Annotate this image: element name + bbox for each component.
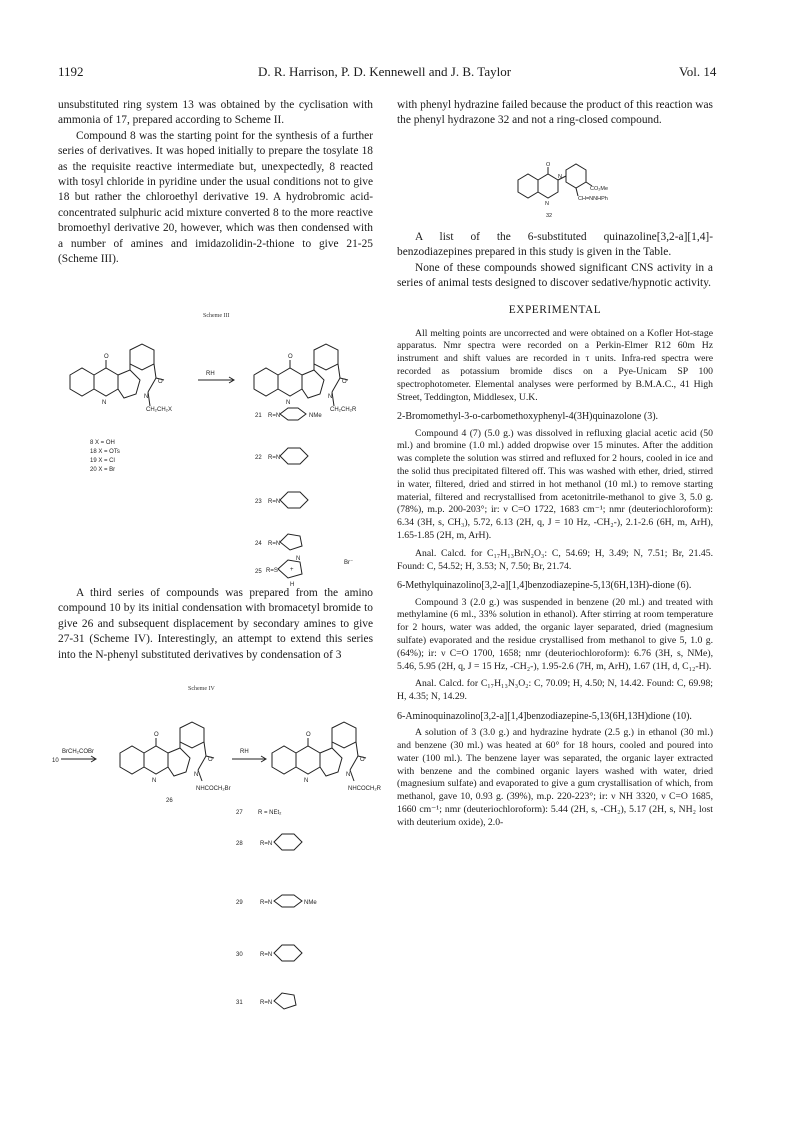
scheme-4-diagram <box>36 695 386 1015</box>
svg-text:O: O <box>360 757 365 763</box>
experimental-intro: All melting points are uncorrected and were obtained on a Kofler Hot-stage apparatus. Nmr spectra were recorded on a Perkin-Elmer R12 60m Hz instrument and shift values are recorded in τ units. Infra-red spectra were recorded as potassium bromide discs on a Pye-Unicam SP 100 spectrophotometer. Elemental analyses were performed by B.M.A.C., 41 High Street, Teddington, Middlesex, U.K. <box>397 327 713 403</box>
compound-number: 26 <box>166 798 173 804</box>
benzene-ring <box>314 344 338 370</box>
svg-text:N: N <box>296 556 301 562</box>
svg-text:N: N <box>558 174 562 180</box>
svg-text:+: + <box>290 567 294 573</box>
substituent-ch2ch2x: CH₂CH₂X <box>146 407 172 413</box>
right-column-lower <box>397 230 713 830</box>
benzene-ring <box>120 746 144 774</box>
svg-text:R=N: R=N <box>268 455 281 461</box>
benzene-ring <box>70 368 94 396</box>
pyrimidine-ring <box>296 746 320 774</box>
compound-10-procedure: A solution of 3 (3.0 g.) and hydrazine hydrate (2.5 g.) in ethanol (30 ml.) and benzene (30 ml.) was heated at 60° for 18 hours, cooled and poured into water (100 ml.). The benzene layer was separated, the organic layer extracted with benzene and the combined organic layers washed with water, dried (magnesium sulfate) and evaporated to give a gum crystallisation of which, from methanol, gave 10, 0.93 g. (39%), m.p. 220-223°; ir: ν NH 3320, ν C=O 1685, 1660 cm⁻¹; nmr (deuteriochloroform): 5.44 (2H, s, -CH₂), 5.17 (2H, s, NH₂ lost with deuterium oxide), 2.0- <box>397 727 713 828</box>
reagent-rh: RH <box>240 749 249 755</box>
benzene-ring <box>518 174 538 198</box>
svg-text:O: O <box>208 757 213 763</box>
diazepine-ring <box>118 370 140 398</box>
compound-6-procedure: Compound 3 (2.0 g.) was suspended in benzene (20 ml.) and treated with methylamine (6 ml., 33% solution in ethanol). After stirring at room temperature for 2 hours, water was added, the organic layer separated, dried (magnesium sulfate) evaporated and the residue crystallised from methanol to give 5, 1.0 g. (64%); ir: ν C=O 1700, 1658; nmr (deuteriochloroform): 6.76 (3H, s, NMe), 5.46, 5.95 (2H, q, J = 15 Hz, -CH₂-), 1.95-2.6 (7H, m, ArH), 1.67 (1H, d, C₁₂-H). <box>397 596 713 672</box>
svg-text:H: H <box>290 582 295 588</box>
left-paragraph-2: Compound 8 was the starting point for the synthesis of a further series of derivatives. It was hoped initially to prepare the tosylate 18 as the requisite reactive intermediate but, unexpectedly, 8 reacted with tosyl chloride in pyridine under the usual conditions not to give 18 but rather the chloroethyl derivative 19. A hydrobromic acid-concentrated sulphuric acid mixture converted 8 to the more reactive bromoethyl derivative 20, however, which was then condensed with a number of amines and imidazolidin-2-thione to give 21-25 (Scheme III). <box>58 129 373 266</box>
structure-32 <box>512 156 652 220</box>
benzene-ring <box>130 344 154 370</box>
legend-item: 18 X = OTs <box>90 449 120 455</box>
svg-text:R=N: R=N <box>260 952 273 958</box>
svg-text:R=N: R=N <box>260 900 273 906</box>
svg-text:NMe: NMe <box>304 900 317 906</box>
compound-number-32: 32 <box>546 213 553 219</box>
svg-text:O: O <box>342 379 347 385</box>
pyrrolidine-ring <box>274 993 296 1009</box>
compound-number: 22 <box>255 455 262 461</box>
compound-number: 30 <box>236 952 243 958</box>
right-paragraph-1: with phenyl hydrazine failed because the product of this reaction was the phenyl hydrazone 32 and not a ring-closed compound. <box>397 99 713 127</box>
svg-text:O: O <box>546 162 551 168</box>
benzene-ring <box>332 722 356 748</box>
right-paragraph-2: A list of the 6-substituted quinazoline[3,2-a][1,4]-benzodiazepines prepared in this study is given in the Table. <box>397 231 713 259</box>
compound-number: 23 <box>255 499 262 505</box>
morpholine-ring <box>274 945 302 961</box>
reagent-rh: RH <box>206 371 215 377</box>
diazepine-ring <box>320 748 342 776</box>
benzene-ring <box>254 368 278 396</box>
compound-number: 28 <box>236 841 243 847</box>
pyrimidine-ring <box>144 746 168 774</box>
benzene-ring <box>272 746 296 774</box>
diazepine-ring <box>302 370 324 398</box>
svg-text:O: O <box>306 732 311 738</box>
svg-text:O: O <box>288 354 293 360</box>
svg-text:R=N: R=N <box>260 841 273 847</box>
substituent-nhcoch2br: NHCOCH₂Br <box>196 786 231 792</box>
svg-text:N: N <box>194 772 199 778</box>
left-paragraph-3: A third series of compounds was prepared from the amino compound 10 by its initial condensation with bromacetyl bromide to give 26 and subsequent displacement by secondary amines to give 27-31 (Scheme IV). Interestingly, an attempt to extend this series into the N-phenyl substituted derivatives by condensation of 3 <box>58 587 373 661</box>
compound-number: 27 <box>236 810 243 816</box>
compound-6-analysis: Anal. Calcd. for C₁₇H₁₃N₃O₂: C, 70.09; H, 4.50; N, 14.42. Found: C, 69.98; H, 4.35; N, 14.29. <box>397 678 713 703</box>
svg-text:N: N <box>286 400 291 406</box>
pyrimidine-ring <box>94 368 118 396</box>
page-number: 1192 <box>58 64 84 79</box>
svg-text:R=N: R=N <box>260 1000 273 1006</box>
experimental-heading: EXPERIMENTAL <box>508 303 602 316</box>
compound-10-title: 6-Aminoquinazolino[3,2-a][1,4]benzodiazepine-5,13(6H,13H)dione (10). <box>397 710 692 722</box>
svg-text:R = NEt₂: R = NEt₂ <box>258 810 282 816</box>
svg-text:N: N <box>304 778 309 784</box>
substituent-ch2ch2r: CH₂CH₂R <box>330 407 357 413</box>
pyrimidine-ring <box>538 174 558 198</box>
piperazine-ring <box>280 408 306 420</box>
pyrrolidine-ring <box>280 534 302 550</box>
svg-text:N: N <box>545 201 549 207</box>
svg-text:CH=NNHPh: CH=NNHPh <box>578 196 608 202</box>
scheme-4-title: Scheme IV <box>188 686 215 692</box>
svg-text:N: N <box>102 400 107 406</box>
compound-3-title: 2-Bromomethyl-3-o-carbomethoxyphenyl-4(3H)quinazolone (3). <box>397 411 659 423</box>
legend-item: 8 X = OH <box>90 440 115 446</box>
morpholine-ring <box>280 492 308 508</box>
piperazine-ring <box>274 895 302 907</box>
compound-number: 31 <box>236 1000 243 1006</box>
svg-text:R=N: R=N <box>268 499 281 505</box>
svg-text:O: O <box>104 354 109 360</box>
svg-text:N: N <box>152 778 157 784</box>
compound-3-procedure: Compound 4 (7) (5.0 g.) was dissolved in refluxing glacial acetic acid (50 ml.) and bromine (1.0 ml.) added dropwise over 15 minutes. After the addition was complete the solution was stirred and refluxed for 2 hours, cooled in ice and the solid thus precipitated filtered off. This was washed with ether, dried, stirred in water, filtered, dried and stirred in hot methanol (10 ml.) to remove starting material, filtered and recrystallised from acetonitrile-methanol to give 3, 5.0 g. (78%), m.p. 200-203°; ir: ν C=O 1722, 1683 cm⁻¹; nmr (deuteriochloroform): 6.34 (3H, s, CH₃), 5.72, 6.13 (2H, q, J = 10 Hz, -CH₂-), 2.1-2.6 (6H, m, ArH), 1.65-1.85 (2H, m, ArH). <box>397 427 713 541</box>
benzene-ring <box>180 722 204 748</box>
svg-text:N: N <box>328 394 333 400</box>
svg-text:O: O <box>158 379 163 385</box>
pyrimidine-ring <box>278 368 302 396</box>
legend-item: 19 X = Cl <box>90 458 115 464</box>
starting-compound-number: 10 <box>52 758 59 764</box>
svg-text:R=N: R=N <box>268 413 281 419</box>
left-column-lower <box>58 586 373 663</box>
left-paragraph-1: unsubstituted ring system 13 was obtained by the cyclisation with ammonia of 17, prepared according to Scheme II. <box>58 99 373 127</box>
right-paragraph-3: None of these compounds showed significant CNS activity in a series of animal tests designed to discover sedative/hypnotic activity. <box>397 261 713 290</box>
volume-label: Vol. 14 <box>679 64 717 79</box>
right-column <box>397 98 713 129</box>
svg-text:O: O <box>154 732 159 738</box>
compound-number: 25 <box>255 569 262 575</box>
diazepine-ring <box>168 748 190 776</box>
compound-6-title: 6-Methylquinazolino[3,2-a][1,4]benzodiazepine-5,13(6H,13H)-dione (6). <box>397 580 692 592</box>
compound-3-analysis: Anal. Calcd. for C₁₇H₁₃BrN₂O₃: C, 54.69; H, 3.49; N, 7.51; Br, 21.45. Found: C, 54.52; H, 3.53; N, 7.50; Br, 21.74. <box>397 547 713 572</box>
piperidine-ring <box>280 448 308 464</box>
svg-text:CO₂Me: CO₂Me <box>590 186 609 192</box>
compound-number: 24 <box>255 541 262 547</box>
compound-number: 29 <box>236 900 243 906</box>
reagent-bromacetyl-bromide: BrCH₂COBr <box>62 749 94 755</box>
svg-text:N: N <box>346 772 351 778</box>
piperidine-ring <box>274 834 302 850</box>
running-header-authors: D. R. Harrison, P. D. Kennewell and J. B. Taylor <box>258 64 512 79</box>
left-column <box>58 98 373 267</box>
legend-item: 20 X = Br <box>90 467 116 473</box>
svg-text:R=N: R=N <box>268 541 281 547</box>
svg-text:N: N <box>144 394 149 400</box>
bromide-counterion: Br⁻ <box>344 560 354 566</box>
compound-number: 21 <box>255 413 262 419</box>
svg-text:NMe: NMe <box>309 413 322 419</box>
scheme-3-title: Scheme III <box>203 313 230 319</box>
scheme-3-diagram <box>58 320 378 588</box>
svg-text:R=S: R=S <box>266 568 278 574</box>
substituent-nhcoch2r: NHCOCH₂R <box>348 786 381 792</box>
benzene-ring <box>566 164 586 188</box>
